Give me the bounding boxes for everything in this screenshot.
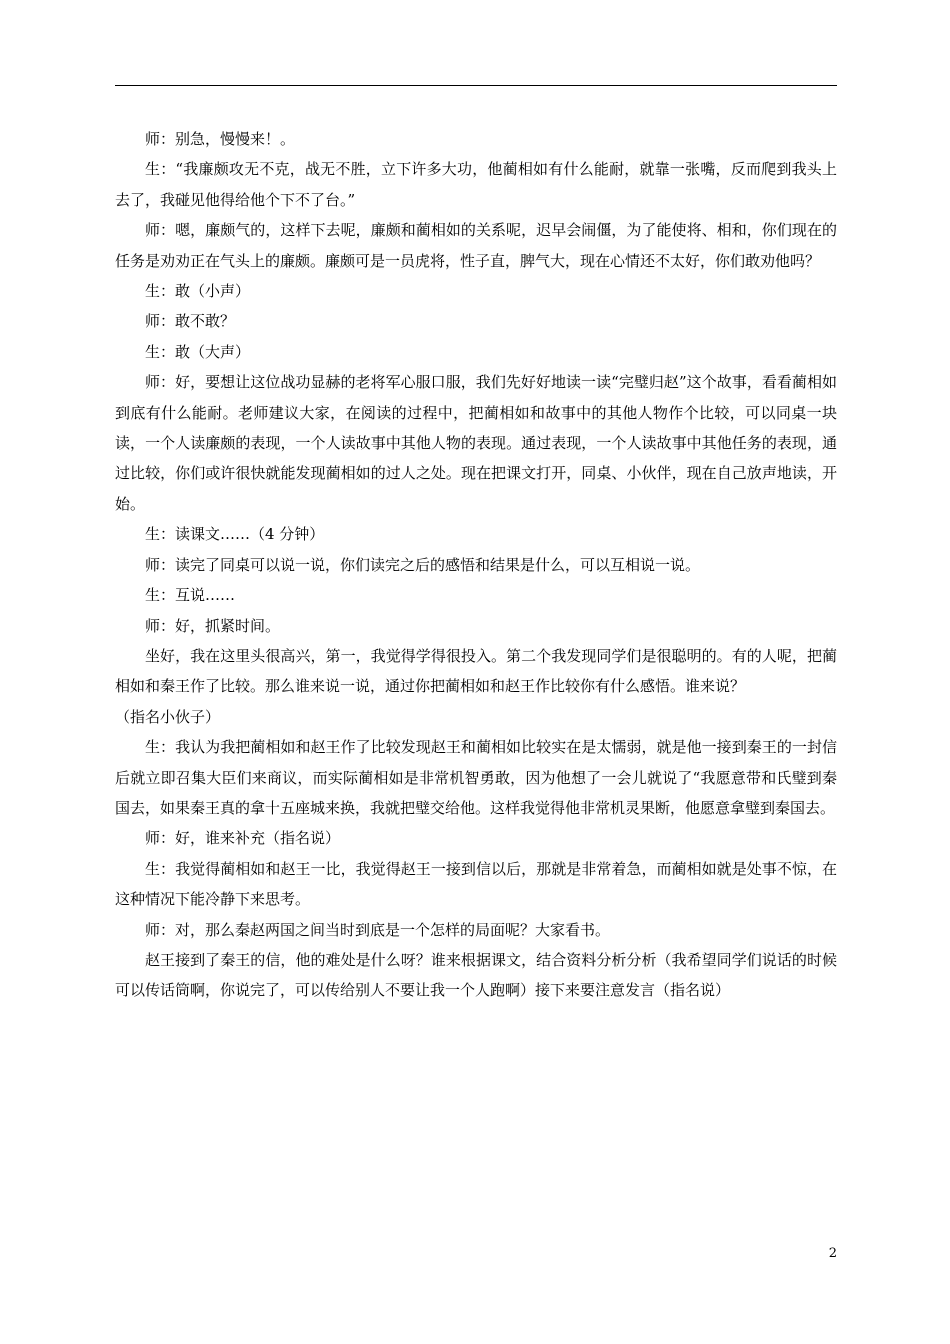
paragraph: 赵王接到了秦王的信，他的难处是什么呀？谁来根据课文，结合资料分析分析（我希望同学们说话的时候可以传话筒啊，你说完了，可以传给别人不要让我一个人跑啊）接下来要注意发言（指名说） (115, 950, 837, 1000)
paragraph: 生：敢（小声） (145, 282, 251, 301)
paragraph: 生：我认为我把蔺相如和赵王作了比较发现赵王和蔺相如比较实在是太懦弱，就是他一接到秦王的一封信后就立即召集大臣们来商议，而实际蔺相如是非常机智勇敢，因为他想了一会儿就说了“我愿意带和氏璧到秦国去，如果秦王真的拿十五座城来换，我就把璧交给他。这样我觉得他非常机灵果断，他愿意拿璧到秦国去。 (115, 738, 837, 817)
document-body (115, 124, 837, 1006)
paragraph: 师：读完了同桌可以说一说，你们读完之后的感悟和结果是什么，可以互相说一说。 (145, 555, 701, 574)
header-rule (115, 85, 837, 86)
paragraph: 师：敢不敢？ (145, 312, 236, 331)
paragraph: 师：别急，慢慢来！。 (145, 130, 296, 148)
paragraph: （指名小伙子） (115, 707, 221, 726)
paragraph: 生：敢（大声） (145, 342, 251, 361)
paragraph: 生：“我廉颇攻无不克，战无不胜，立下许多大功，他蔺相如有什么能耐，就靠一张嘴，反而爬到我头上去了，我碰见他得给他个下不了台。” (115, 160, 837, 209)
paragraph: 坐好，我在这里头很高兴，第一，我觉得学得很投入。第二个我发现同学们是很聪明的。有的人呢，把蔺相如和秦王作了比较。那么谁来说一说，通过你把蔺相如和赵王作比较你有什么感悟。谁来说？ (115, 646, 837, 696)
paragraph: 生：我觉得蔺相如和赵王一比，我觉得赵王一接到信以后，那就是非常着急，而蔺相如就是处事不惊，在这种情况下能冷静下来思考。 (115, 859, 837, 909)
paragraph: 生：读课文……（4 分钟） (145, 525, 325, 544)
paragraph: 生：互说…… (145, 586, 236, 605)
paragraph: 师：好，抓紧时间。 (145, 616, 281, 635)
paragraph: 师：对，那么秦赵两国之间当时到底是一个怎样的局面呢？大家看书。 (145, 920, 611, 939)
paragraph: 师：好，要想让这位战功显赫的老将军心服口服，我们先好好地读一读“完璧归赵”这个故事，看看蔺相如到底有什么能耐。老师建议大家，在阅读的过程中，把蔺相如和故事中的其他人物作个比较，可以同桌一块读，一个人读廉颇的表现，一个人读故事中其他人物的表现。通过表现，一个人读故事中其他任务的表现，通过比较，你们或许很快就能发现蔺相如的过人之处。现在把课文打开，同桌、小伙伴，现在自己放声地读，开始。 (115, 373, 837, 513)
paragraph: 师：嗯，廉颇气的，这样下去呢，廉颇和蔺相如的关系呢，迟早会闹僵，为了能使将、相和，你们现在的任务是劝劝正在气头上的廉颇。廉颇可是一员虎将，性子直，脾气大，现在心情还不太好，你们敢劝他吗？ (115, 221, 837, 270)
paragraph: 师：好，谁来补充（指名说） (145, 829, 341, 848)
page-number: 2 (828, 1246, 837, 1261)
